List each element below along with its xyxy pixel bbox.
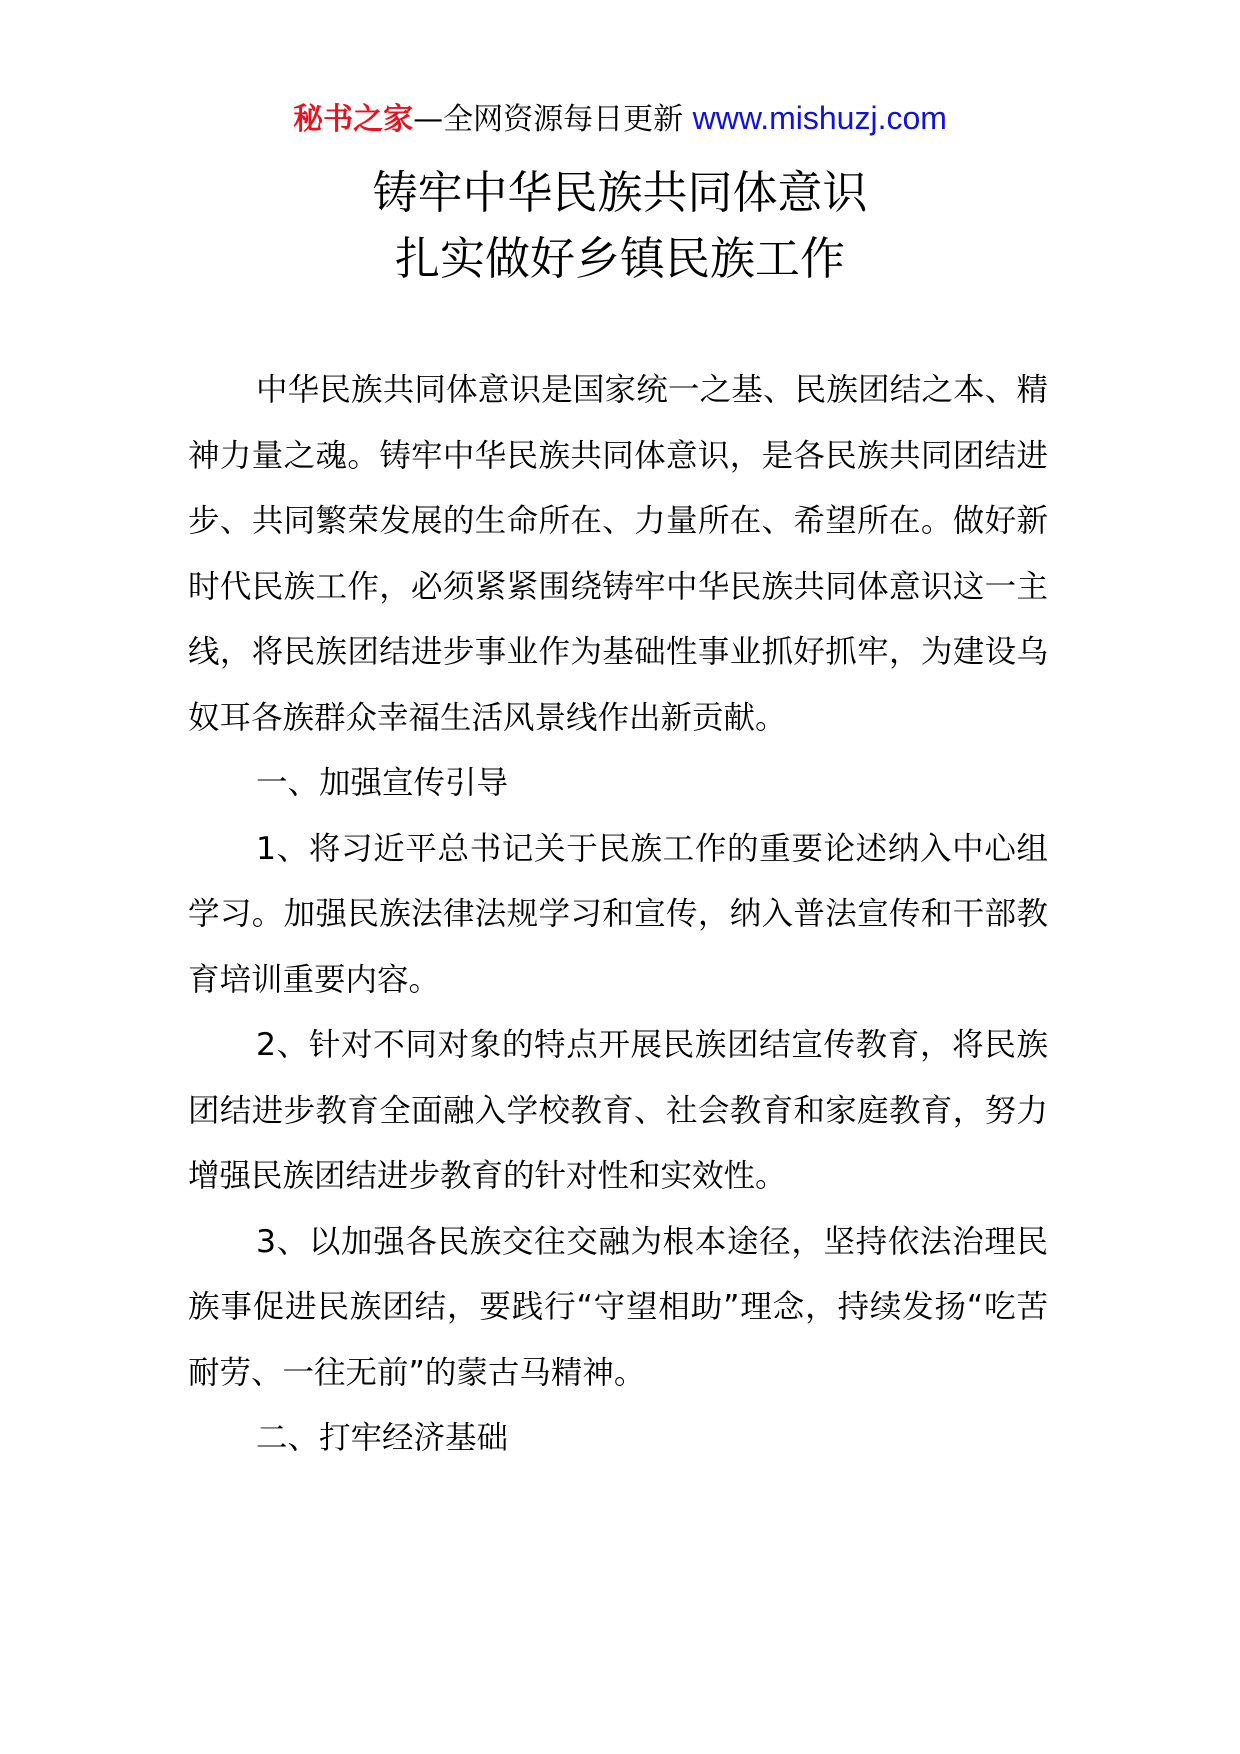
site-slogan: —全网资源每日更新 — [413, 102, 684, 137]
intro-paragraph: 中华民族共同体意识是国家统一之基、民族团结之本、精神力量之魂。铸牢中华民族共同体意识，是各民族共同团结进步、共同繁荣发展的生命所在、力量所在、希望所在。做好新时代民族工作，必须紧紧围绕铸牢中华民族共同体意识这一主线，将民族团结进步事业作为基础性事业抓好抓牢，为建设乌奴耳各族群众幸福生活风景线作出新贡献。 — [188, 372, 1048, 736]
title-line-1: 铸牢中华民族共同体意识 — [372, 166, 868, 219]
document-title — [0, 160, 1240, 292]
site-header — [0, 98, 1240, 140]
site-name: 秘书之家 — [293, 102, 414, 137]
body-paragraph-3: 3、以加强各民族交往交融为根本途径，坚持依法治理民族事促进民族团结，要践行“守望相助”理念，持续发扬“吃苦耐劳、一往无前”的蒙古马精神。 — [188, 1223, 1048, 1391]
document-body — [188, 358, 1048, 1472]
body-paragraph-2: 2、针对不同对象的特点开展民族团结宣传教育，将民族团结进步教育全面融入学校教育、社会教育和家庭教育，努力增强民族团结进步教育的针对性和实效性。 — [188, 1027, 1048, 1194]
site-url-link[interactable]: www.mishuzj.com — [692, 100, 947, 136]
body-paragraph-1: 1、将习近平总书记关于民族工作的重要论述纳入中心组学习。加强民族法律法规学习和宣传，纳入普法宣传和干部教育培训重要内容。 — [188, 830, 1048, 998]
section-heading-1: 一、加强宣传引导 — [256, 765, 509, 801]
section-heading-2: 二、打牢经济基础 — [256, 1420, 509, 1456]
title-line-2: 扎实做好乡镇民族工作 — [394, 232, 845, 285]
